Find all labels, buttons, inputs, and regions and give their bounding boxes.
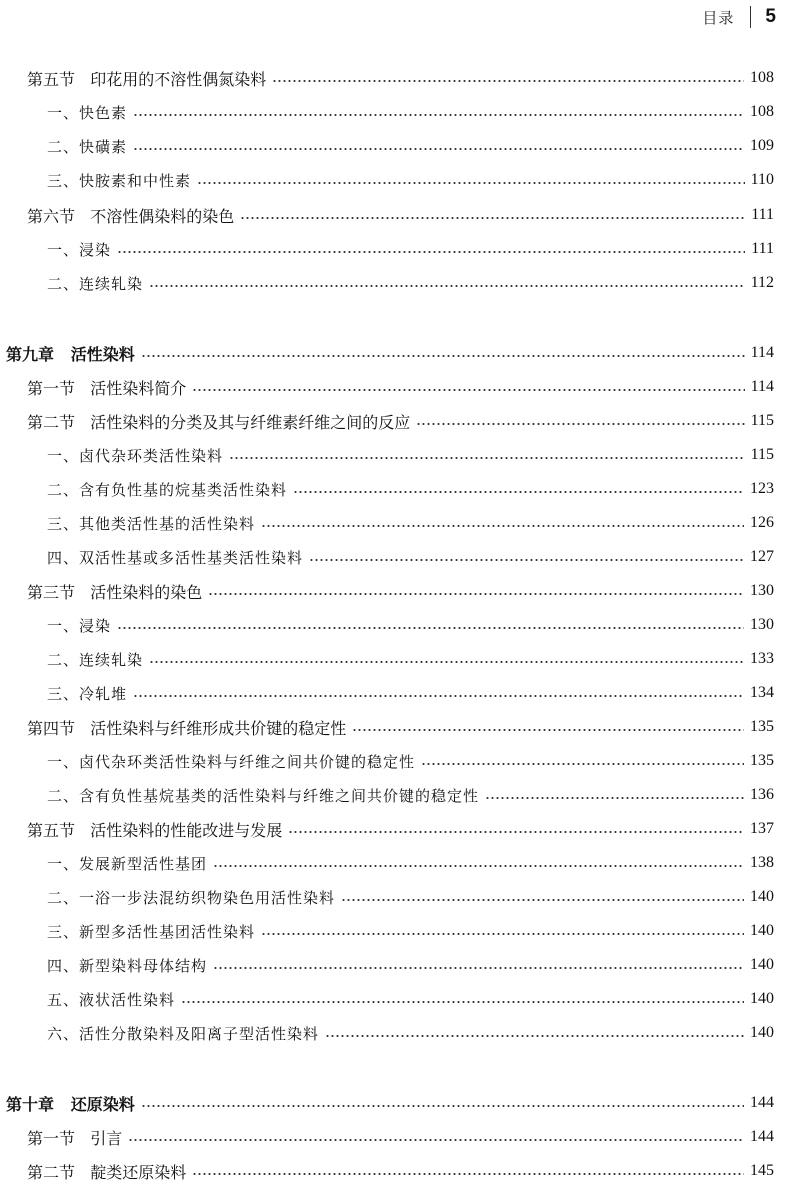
dot-leader — [197, 182, 745, 184]
toc-entry-item — [47, 477, 774, 501]
dot-leader — [229, 457, 745, 459]
page-number: 5 — [765, 6, 776, 27]
toc-entry-item — [47, 647, 774, 671]
toc-entry-item — [47, 851, 774, 875]
toc-entry-label: 二、一浴一步法混纺织物染色用活性染料 — [47, 888, 336, 907]
toc-entry-item — [47, 443, 774, 467]
dot-leader — [309, 559, 744, 561]
dot-leader — [240, 217, 745, 219]
toc-entry-page: 130 — [750, 616, 774, 633]
toc-entry-label: 二、含有负性基的烷基类活性染料 — [47, 480, 288, 499]
toc-entry-item — [47, 919, 774, 943]
toc-entry-page: 140 — [750, 956, 774, 973]
toc-entry-page: 115 — [750, 446, 774, 463]
dot-leader — [208, 593, 744, 595]
toc-entry-section — [27, 375, 774, 399]
toc-entry-section — [27, 579, 774, 603]
dot-leader — [485, 797, 744, 799]
toc-entry-section — [27, 817, 774, 841]
dot-leader — [261, 933, 744, 935]
dot-leader — [117, 251, 745, 253]
toc-entry-page: 110 — [750, 171, 774, 188]
toc-entry-label: 三、快胺素和中性素 — [47, 171, 192, 190]
toc-entry-page: 145 — [750, 1162, 774, 1179]
toc-entry-section — [27, 203, 774, 227]
toc-entry-label: 第二节 活性染料的分类及其与纤维素纤维之间的反应 — [27, 412, 411, 432]
toc-entry-page: 134 — [750, 684, 774, 701]
toc-entry-label: 六、活性分散染料及阳离子型活性染料 — [47, 1024, 320, 1043]
toc-entry-page: 140 — [750, 1024, 774, 1041]
toc-entry-label: 五、液状活性染料 — [47, 990, 176, 1009]
dot-leader — [272, 80, 744, 82]
toc-entry-item — [47, 681, 774, 705]
toc-entry-label: 二、连续轧染 — [47, 274, 144, 293]
toc-entry-page: 137 — [750, 820, 774, 837]
dot-leader — [141, 355, 745, 357]
toc-entry-page: 130 — [750, 582, 774, 599]
toc-entry-chapter — [6, 1091, 774, 1115]
toc-entry-chapter — [6, 341, 774, 365]
header-title: 目录 — [702, 8, 735, 27]
toc-entry-label: 第九章 活性染料 — [6, 344, 135, 364]
toc-entry-page: 136 — [750, 786, 774, 803]
toc-entry-section — [27, 1159, 774, 1183]
toc-entry-label: 第五节 印花用的不溶性偶氮染料 — [27, 69, 267, 89]
toc-entry-page: 111 — [751, 206, 774, 223]
toc-entry-label: 四、双活性基或多活性基类活性染料 — [47, 548, 304, 567]
toc-entry-label: 第二节 靛类还原染料 — [27, 1162, 187, 1182]
dot-leader — [133, 114, 744, 116]
toc-entry-item — [47, 237, 774, 261]
toc-entry-label: 一、快色素 — [47, 103, 128, 122]
toc-entry-page: 114 — [750, 344, 774, 361]
toc-entry-page: 123 — [750, 480, 774, 497]
toc-entry-label: 一、浸染 — [47, 616, 112, 635]
toc-entry-section — [27, 66, 774, 90]
dot-leader — [192, 389, 744, 391]
toc-entry-section — [27, 1125, 774, 1149]
toc-entry-label: 一、发展新型活性基团 — [47, 854, 208, 873]
toc-entry-item — [47, 168, 774, 192]
dot-leader — [288, 831, 744, 833]
toc-entry-item — [47, 749, 774, 773]
toc-entry-page: 108 — [750, 69, 774, 86]
toc-entry-label: 一、卤代杂环类活性染料与纤维之间共价键的稳定性 — [47, 752, 416, 771]
dot-leader — [192, 1173, 744, 1175]
dot-leader — [325, 1035, 744, 1037]
dot-leader — [181, 1001, 744, 1003]
toc-entry-label: 第一节 活性染料简介 — [27, 378, 187, 398]
dot-leader — [213, 865, 744, 867]
toc-entry-label: 第四节 活性染料与纤维形成共价键的稳定性 — [27, 718, 347, 738]
dot-leader — [141, 1105, 744, 1107]
toc-entry-item — [47, 545, 774, 569]
toc-entry-item — [47, 885, 774, 909]
toc-entry-label: 三、其他类活性基的活性染料 — [47, 514, 256, 533]
toc-entry-item — [47, 100, 774, 124]
toc-entry-page: 140 — [750, 888, 774, 905]
dot-leader — [213, 967, 744, 969]
toc-entry-item — [47, 134, 774, 158]
toc-entry-section — [27, 409, 774, 433]
dot-leader — [133, 148, 744, 150]
dot-leader — [149, 661, 744, 663]
toc-entry-label: 三、新型多活性基团活性染料 — [47, 922, 256, 941]
dot-leader — [149, 285, 745, 287]
toc-entry-page: 138 — [750, 854, 774, 871]
toc-entry-label: 二、快磺素 — [47, 137, 128, 156]
toc-entry-item — [47, 1021, 774, 1045]
toc-entry-label: 二、含有负性基烷基类的活性染料与纤维之间共价键的稳定性 — [47, 786, 480, 805]
toc-entry-page: 140 — [750, 990, 774, 1007]
running-header — [702, 4, 776, 30]
toc-entry-label: 一、浸染 — [47, 240, 112, 259]
dot-leader — [117, 627, 744, 629]
toc-entry-page: 109 — [750, 137, 774, 154]
header-divider — [750, 6, 751, 28]
toc-entry-label: 第五节 活性染料的性能改进与发展 — [27, 820, 283, 840]
dot-leader — [416, 423, 744, 425]
toc-entry-page: 135 — [750, 718, 774, 735]
toc-entry-item — [47, 987, 774, 1011]
toc-entry-label: 一、卤代杂环类活性染料 — [47, 446, 224, 465]
dot-leader — [341, 899, 744, 901]
toc-entry-item — [47, 271, 774, 295]
toc-entry-label: 四、新型染料母体结构 — [47, 956, 208, 975]
toc-entry-page: 114 — [750, 378, 774, 395]
toc-entry-label: 第十章 还原染料 — [6, 1094, 135, 1114]
dot-leader — [261, 525, 744, 527]
toc-entry-label: 第一节 引言 — [27, 1128, 123, 1148]
toc-entry-page: 133 — [750, 650, 774, 667]
dot-leader — [421, 763, 744, 765]
toc-entry-item — [47, 613, 774, 637]
toc-entry-page: 111 — [751, 240, 774, 257]
toc-entry-item — [47, 783, 774, 807]
toc-entry-item — [47, 953, 774, 977]
dot-leader — [133, 695, 744, 697]
toc-entry-page: 135 — [750, 752, 774, 769]
toc-entry-page: 126 — [750, 514, 774, 531]
toc-entry-page: 115 — [750, 412, 774, 429]
toc-entry-label: 三、冷轧堆 — [47, 684, 128, 703]
toc-entry-page: 144 — [750, 1128, 774, 1145]
toc-entry-section — [27, 715, 774, 739]
dot-leader — [352, 729, 744, 731]
toc-entry-item — [47, 511, 774, 535]
dot-leader — [293, 491, 744, 493]
toc-entry-label: 第三节 活性染料的染色 — [27, 582, 203, 602]
toc-entry-label: 二、连续轧染 — [47, 650, 144, 669]
toc-entry-page: 140 — [750, 922, 774, 939]
toc-entry-page: 144 — [750, 1094, 774, 1111]
toc-entry-page: 127 — [750, 548, 774, 565]
toc-entry-page: 112 — [750, 274, 774, 291]
dot-leader — [128, 1139, 744, 1141]
toc-entry-label: 第六节 不溶性偶染料的染色 — [27, 206, 235, 226]
toc-entry-page: 108 — [750, 103, 774, 120]
